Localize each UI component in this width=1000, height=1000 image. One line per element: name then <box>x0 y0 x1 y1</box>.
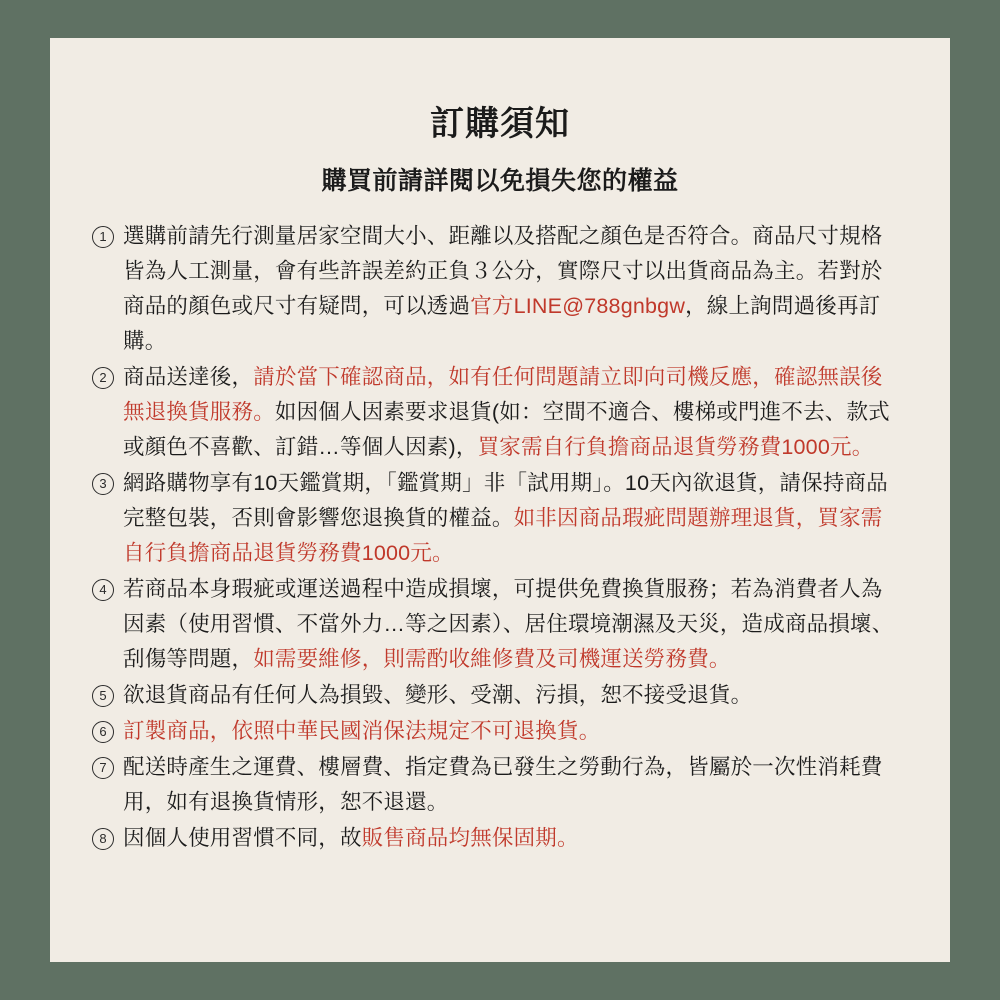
list-item-text <box>123 360 904 465</box>
list-item-number: 7 <box>92 757 114 779</box>
body-text: ，線上詢問過後再訂購。 <box>123 294 881 353</box>
list-item-number: 8 <box>92 828 114 850</box>
body-text: 因個人使用習慣不同，故 <box>123 826 362 850</box>
list-item-text <box>123 219 904 359</box>
list-item-text <box>123 678 752 713</box>
highlighted-text: 請於當下確認商品，如有任何問題請立即向司機反應，確認無誤後無退換貨服務。 <box>123 365 883 424</box>
highlighted-text: 如非因商品瑕疵問題辦理退貨，買家需自行負擔商品退貨勞務費1000元。 <box>123 506 883 565</box>
list-item-text <box>123 466 904 571</box>
list-item <box>92 678 904 713</box>
body-text: 選購前請先行測量居家空間大小、距離以及搭配之顏色是否符合。商品尺寸規格皆為人工測量，會有些許誤差約正負３公分，實際尺寸以出貨商品為主。若對於商品的顏色或尺寸有疑問，可以透過 <box>123 224 883 318</box>
body-text: 欲退貨商品有任何人為損毀、變形、受潮、污損，恕不接受退貨。 <box>123 683 753 707</box>
list-item <box>92 750 904 820</box>
list-item-number: 5 <box>92 685 114 707</box>
highlighted-text: 販售商品均無保固期。 <box>361 826 579 850</box>
list-item-text <box>123 572 904 677</box>
list-item-number: 4 <box>92 579 114 601</box>
list-item <box>92 219 904 359</box>
body-text: 若商品本身瑕疵或運送過程中造成損壞，可提供免費換貨服務；若為消費者人為因素（使用習慣、不當外力…等之因素）、居住環境潮濕及天災，造成商品損壞、刮傷等問題， <box>123 577 894 671</box>
list-item <box>92 466 904 571</box>
body-text: 配送時產生之運費、樓層費、指定費為已發生之勞動行為，皆屬於一次性消耗費用，如有退換貨情形，恕不退還。 <box>123 755 883 814</box>
list-item-text <box>123 714 600 749</box>
body-text: 如因個人因素要求退貨(如：空間不適合、樓梯或門進不去、款式或顏色不喜歡、訂錯…等個人因素)， <box>123 400 890 459</box>
list-item <box>92 572 904 677</box>
list-item-number: 1 <box>92 226 114 248</box>
list-item-text <box>123 750 904 820</box>
page-title: 訂購須知 <box>430 105 570 143</box>
notice-list <box>50 219 950 856</box>
list-item <box>92 360 904 465</box>
list-item-text <box>123 821 579 856</box>
highlighted-text: 官方LINE@788gnbgw <box>470 294 686 318</box>
list-item-number: 2 <box>92 367 114 389</box>
highlighted-text: 買家需自行負擔商品退貨勞務費1000元。 <box>477 435 874 459</box>
list-item <box>92 714 904 749</box>
body-text: 商品送達後， <box>123 365 254 389</box>
page-subtitle: 購買前請詳閱以免損失您的權益 <box>321 167 679 195</box>
list-item-number: 6 <box>92 721 114 743</box>
body-text: 網路購物享有10天鑑賞期，「鑑賞期」非「試用期」。10天內欲退貨，請保持商品完整包裝，否則會影響您退換貨的權益。 <box>123 471 888 530</box>
notice-card <box>50 38 950 962</box>
highlighted-text: 訂製商品，依照中華民國消保法規定不可退換貨。 <box>123 719 601 743</box>
highlighted-text: 如需要維修，則需酌收維修費及司機運送勞務費。 <box>253 647 731 671</box>
list-item <box>92 821 904 856</box>
list-item-number: 3 <box>92 473 114 495</box>
